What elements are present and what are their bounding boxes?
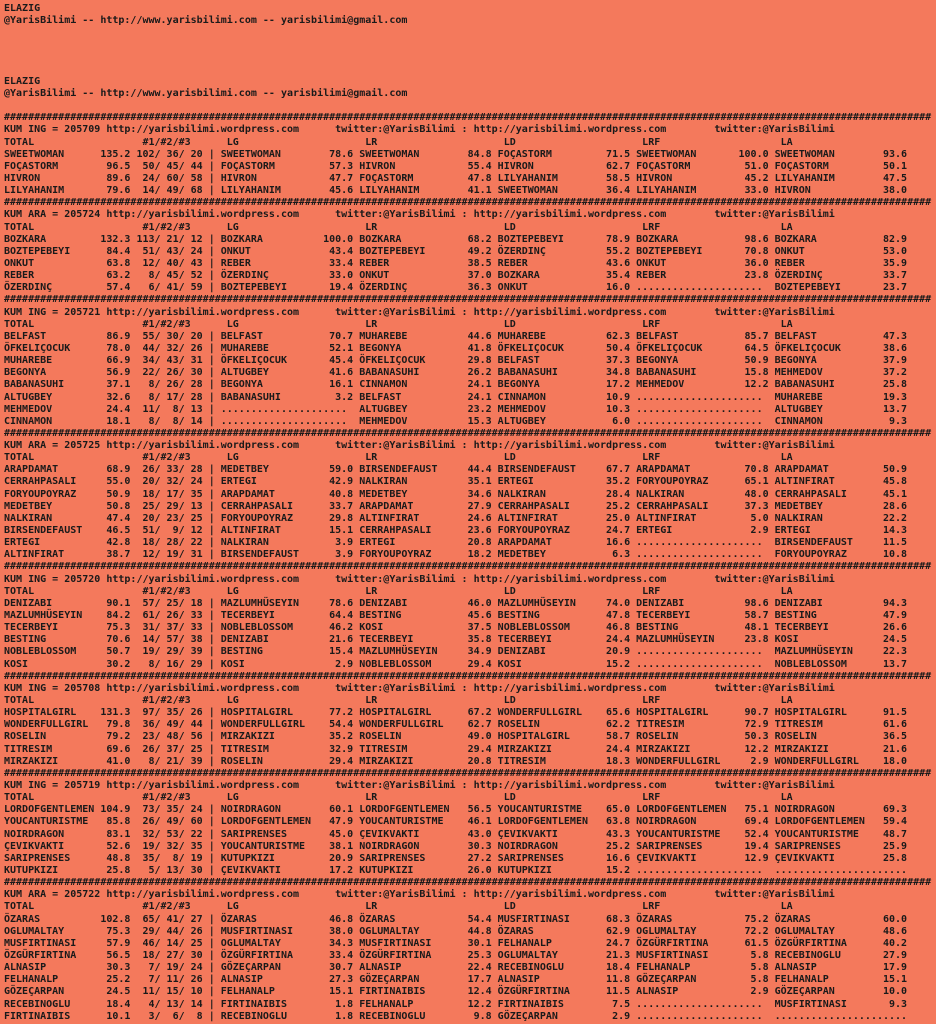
race-table-row: ONKUT 63.8 12/ 40/ 43 | REBER 33.4 REBER 38.5 REBER 43.6 ONKUT 36.0 REBER 35.9 (4, 257, 914, 269)
race-table-row: CERRAHPASALI 55.0 20/ 32/ 24 | ERTEGI 42.9 NALKIRAN 35.1 ERTEGI 35.2 FORYOUPOYRAZ 65.1 ALTINFIRAT 45.8 (4, 476, 914, 488)
race-block-title: KUM ING = 205719 http://yarisbilimi.wordpress.com twitter:@YarisBilimi : http://yarisbilimi.wordpress.com twitter:@YarisBilimi (4, 780, 835, 791)
race-table-row: ÖZERDINÇ 57.4 6/ 41/ 59 | BOZTEPEBEYI 19.4 ÖZERDINÇ 36.3 ONKUT 16.0 ..................... BOZTEPEBEYI 23.7 (4, 282, 914, 294)
separator-line: ########################################################################################################################################################## (4, 427, 932, 439)
race-table-row: ROSELIN 79.2 23/ 48/ 56 | MIRZAKIZI 35.2 ROSELIN 49.0 HOSPITALGIRL 58.7 ROSELIN 50.3 ROSELIN 36.5 (4, 731, 914, 743)
separator-line: ########################################################################################################################################################## (4, 294, 932, 306)
race-table-row: MUSFIRTINASI 57.9 46/ 14/ 25 | OGLUMALTAY 34.3 MUSFIRTINASI 30.1 FELHANALP 24.7 ÖZGÜRFIRTINA 61.5 ÖZGÜRFIRTINA 40.2 (4, 937, 914, 949)
race-table-row: CINNAMON 18.1 8/ 8/ 14 | ..................... MEHMEDOV 15.3 ALTUGBEY 6.0 ..................... CINNAMON 9.3 (4, 415, 914, 427)
blank-line (4, 27, 936, 39)
race-table-header: TOTAL #1/#2/#3 LG LR LD LRF LA (4, 585, 793, 597)
race-table-row: KOSI 30.2 8/ 16/ 29 | KOSI 2.9 NOBLEBLOSSOM 29.4 KOSI 15.2 ..................... NOBLEBLOSSOM 13.7 (4, 658, 914, 670)
race-table-row: NOIRDRAGON 83.1 32/ 53/ 22 | SARIPRENSES 45.0 ÇEVIKVAKTI 43.0 ÇEVIKVAKTI 43.3 YOUCANTURISTME 52.4 YOUCANTURISTME 48.7 (4, 828, 914, 840)
race-table-row: LILYAHANIM 79.6 14/ 49/ 68 | LILYAHANIM 45.6 LILYAHANIM 41.1 SWEETWOMAN 36.4 LILYAHANIM 33.0 HIVRON 38.0 (4, 185, 914, 197)
race-table-row: ALTUGBEY 32.6 8/ 17/ 28 | BABANASUHI 3.2 BELFAST 24.1 CINNAMON 10.9 ..................... MUHAREBE 19.3 (4, 391, 914, 403)
race-table-row: FOÇASTORM 96.5 50/ 45/ 44 | FOÇASTORM 57.3 HIVRON 55.4 HIVRON 62.7 FOÇASTORM 51.0 FOÇASTORM 50.1 (4, 160, 914, 172)
masthead-location: ELAZIG (4, 75, 41, 87)
race-table-row: FELHANALP 25.2 7/ 11/ 26 | ALNASIP 27.3 GÖZEÇARPAN 17.7 ALNASIP 11.8 GÖZEÇARPAN 5.8 FELHANALP 15.1 (4, 974, 914, 986)
race-table-row: REBER 63.2 8/ 45/ 52 | ÖZERDINÇ 33.0 ONKUT 37.0 BOZKARA 35.4 REBER 23.8 ÖZERDINÇ 33.7 (4, 270, 914, 282)
race-table-row: FIRTINAIBIS 10.1 3/ 6/ 8 | RECEBINOGLU 1.8 RECEBINOGLU 9.8 GÖZEÇARPAN 2.9 ..................... ...................... (4, 1010, 908, 1022)
race-table-row: BOZTEPEBEYI 84.4 51/ 43/ 24 | ONKUT 43.4 BOZTEPEBEYI 49.2 ÖZERDINÇ 55.2 BOZTEPEBEYI 70.8 ONKUT 53.0 (4, 245, 914, 257)
race-table-row: ÇEVIKVAKTI 52.6 19/ 32/ 35 | YOUCANTURISTME 38.1 NOIRDRAGON 30.3 NOIRDRAGON 25.2 SARIPRENSES 19.4 SARIPRENSES 25.9 (4, 840, 914, 852)
race-table-row: DENIZABI 90.1 57/ 25/ 18 | MAZLUMHÜSEYIN 78.6 DENIZABI 46.0 MAZLUMHÜSEYIN 74.0 DENIZABI 98.6 DENIZABI 94.3 (4, 597, 914, 609)
race-table-header: TOTAL #1/#2/#3 LG LR LD LRF LA (4, 221, 793, 233)
race-block-title: KUM ARA = 205722 http://yarisbilimi.wordpress.com twitter:@YarisBilimi : http://yarisbilimi.wordpress.com twitter:@YarisBilimi (4, 889, 835, 901)
race-block-title: KUM ING = 205709 http://yarisbilimi.wordpress.com twitter:@YarisBilimi : http://yarisbilimi.wordpress.com twitter:@YarisBilimi (4, 124, 835, 136)
separator-line: ########################################################################################################################################################## (4, 197, 932, 209)
race-table-row: LORDOFGENTLEMEN 104.9 73/ 35/ 24 | NOIRDRAGON 60.1 LORDOFGENTLEMEN 56.5 YOUCANTURISTME 65.0 LORDOFGENTLEMEN 75.1 NOIRDRAGON 69.3 (4, 804, 914, 816)
blank-line (4, 52, 936, 64)
separator-line: ########################################################################################################################################################## (4, 767, 932, 779)
race-table-row: BESTING 70.6 14/ 57/ 38 | DENIZABI 21.6 TECERBEYI 35.8 TECERBEYI 24.4 MAZLUMHÜSEYIN 23.8 KOSI 24.5 (4, 634, 914, 646)
blank-line (4, 100, 936, 112)
race-table-row: ÖZARAS 102.8 65/ 41/ 27 | ÖZARAS 46.8 ÖZARAS 54.4 MUSFIRTINASI 68.3 ÖZARAS 75.2 ÖZARAS 60.0 (4, 913, 914, 925)
race-table-row: RECEBINOGLU 18.4 4/ 13/ 14 | FIRTINAIBIS 1.8 FELHANALP 12.2 FIRTINAIBIS 7.5 ..................... MUSFIRTINASI 9.3 (4, 998, 914, 1010)
race-table-row: HIVRON 89.6 24/ 60/ 58 | HIVRON 47.7 FOÇASTORM 47.8 LILYAHANIM 58.5 HIVRON 45.2 LILYAHANIM 47.5 (4, 172, 914, 184)
race-block-title: KUM ING = 205721 http://yarisbilimi.wordpress.com twitter:@YarisBilimi : http://yarisbilimi.wordpress.com twitter:@YarisBilimi (4, 306, 835, 318)
race-table-header: TOTAL #1/#2/#3 LG LR LD LRF LA (4, 901, 793, 913)
race-table-row: ALTINFIRAT 38.7 12/ 19/ 31 | BIRSENDEFAUST 3.9 FORYOUPOYRAZ 18.2 MEDETBEY 6.3 ..................... FORYOUPOYRAZ 10.8 (4, 549, 914, 561)
race-table-row: ARAPDAMAT 68.9 26/ 33/ 28 | MEDETBEY 59.0 BIRSENDEFAUST 44.4 BIRSENDEFAUST 67.7 ARAPDAMAT 70.8 ARAPDAMAT 50.9 (4, 464, 914, 476)
race-table-header: TOTAL #1/#2/#3 LG LR LD LRF LA (4, 136, 793, 148)
race-table-row: ERTEGI 42.8 18/ 28/ 22 | NALKIRAN 3.9 ERTEGI 20.8 ARAPDAMAT 16.6 ..................... BIRSENDEFAUST 11.5 (4, 537, 914, 549)
race-block-title: KUM ING = 205708 http://yarisbilimi.wordpress.com twitter:@YarisBilimi : http://yarisbilimi.wordpress.com twitter:@YarisBilimi (4, 682, 835, 694)
race-table-row: BOZKARA 132.3 113/ 21/ 12 | BOZKARA 100.0 BOZKARA 68.2 BOZTEPEBEYI 78.9 BOZKARA 98.6 BOZKARA 82.9 (4, 233, 914, 245)
race-table-header: TOTAL #1/#2/#3 LG LR LD LRF LA (4, 792, 793, 804)
blank-line (4, 39, 936, 51)
race-table-row: MAZLUMHÜSEYIN 84.2 61/ 26/ 33 | TECERBEYI 64.4 BESTING 45.6 BESTING 47.8 TECERBEYI 58.7 BESTING 47.9 (4, 610, 914, 622)
separator-line: ########################################################################################################################################################## (4, 561, 932, 573)
race-block-title: KUM ING = 205720 http://yarisbilimi.wordpress.com twitter:@YarisBilimi : http://yarisbilimi.wordpress.com twitter:@YarisBilimi (4, 573, 835, 585)
race-table-row: FORYOUPOYRAZ 50.9 18/ 17/ 35 | ARAPDAMAT 40.8 MEDETBEY 34.6 NALKIRAN 28.4 NALKIRAN 48.0 CERRAHPASALI 45.1 (4, 488, 914, 500)
race-table-row: MEDETBEY 50.8 25/ 29/ 13 | CERRAHPASALI 33.7 ARAPDAMAT 27.9 CERRAHPASALI 25.2 CERRAHPASALI 37.3 MEDETBEY 28.6 (4, 500, 914, 512)
race-table-row: SWEETWOMAN 135.2 102/ 36/ 20 | SWEETWOMAN 78.6 SWEETWOMAN 84.8 FOÇASTORM 71.5 SWEETWOMAN 100.0 SWEETWOMAN 93.6 (4, 148, 914, 160)
blank-line (4, 64, 936, 76)
race-table-row: ÖZGÜRFIRTINA 56.5 18/ 27/ 30 | ÖZGÜRFIRTINA 33.4 ÖZGÜRFIRTINA 25.3 OGLUMALTAY 21.3 MUSFIRTINASI 5.8 RECEBINOGLU 27.9 (4, 949, 914, 961)
race-table-row: SARIPRENSES 48.8 35/ 8/ 19 | KUTUPKIZI 20.9 SARIPRENSES 27.2 SARIPRENSES 16.6 ÇEVIKVAKTI 12.9 ÇEVIKVAKTI 25.8 (4, 852, 914, 864)
race-block-title: KUM ARA = 205725 http://yarisbilimi.wordpress.com twitter:@YarisBilimi : http://yarisbilimi.wordpress.com twitter:@YarisBilimi (4, 440, 835, 452)
race-table-row: KUTUPKIZI 25.8 5/ 13/ 30 | ÇEVIKVAKTI 17.2 KUTUPKIZI 26.0 KUTUPKIZI 15.2 ..................... ...................... (4, 864, 908, 876)
race-table-row: BABANASUHI 37.1 8/ 26/ 28 | BEGONYA 16.1 CINNAMON 24.1 BEGONYA 17.2 MEHMEDOV 12.2 BABANASUHI 25.8 (4, 379, 914, 391)
race-table-row: MUHAREBE 66.9 34/ 43/ 31 | ÖFKELIÇOCUK 45.4 ÖFKELIÇOCUK 29.8 BELFAST 37.3 BEGONYA 50.9 BEGONYA 37.9 (4, 355, 914, 367)
race-table-row: NALKIRAN 47.4 20/ 23/ 25 | FORYOUPOYRAZ 29.8 ALTINFIRAT 24.6 ALTINFIRAT 25.0 ALTINFIRAT 5.0 NALKIRAN 22.2 (4, 512, 914, 524)
race-table-row: NOBLEBLOSSOM 50.7 19/ 29/ 39 | BESTING 15.4 MAZLUMHÜSEYIN 34.9 DENIZABI 20.9 ..................... MAZLUMHÜSEYIN 22.3 (4, 646, 914, 658)
race-table-row: WONDERFULLGIRL 79.8 36/ 49/ 44 | WONDERFULLGIRL 54.4 WONDERFULLGIRL 62.7 ROSELIN 62.2 TITRESIM 72.9 TITRESIM 61.6 (4, 719, 914, 731)
separator-line: ########################################################################################################################################################## (4, 670, 932, 682)
race-table-row: ÖFKELIÇOCUK 78.0 44/ 32/ 26 | MUHAREBE 52.1 BEGONYA 41.8 ÖFKELIÇOCUK 50.4 ÖFKELIÇOCUK 64.5 ÖFKELIÇOCUK 38.6 (4, 342, 914, 354)
race-table-row: MEHMEDOV 24.4 11/ 8/ 13 | ..................... ALTUGBEY 23.2 MEHMEDOV 10.3 ..................... ALTUGBEY 13.7 (4, 403, 914, 415)
race-table-header: TOTAL #1/#2/#3 LG LR LD LRF LA (4, 452, 793, 464)
race-table-row: GÖZEÇARPAN 24.5 11/ 15/ 10 | FELHANALP 15.1 FIRTINAIBIS 12.4 ÖZGÜRFIRTINA 11.5 ALNASIP 2.9 GÖZEÇARPAN 10.0 (4, 986, 914, 998)
race-table-row: YOUCANTURISTME 85.8 26/ 49/ 60 | LORDOFGENTLEMEN 47.9 YOUCANTURISTME 46.1 LORDOFGENTLEMEN 63.8 NOIRDRAGON 69.4 LORDOFGENTLEMEN 59.4 (4, 816, 914, 828)
race-table-header: TOTAL #1/#2/#3 LG LR LD LRF LA (4, 695, 793, 707)
race-table-row: MIRZAKIZI 41.0 8/ 21/ 39 | ROSELIN 29.4 MIRZAKIZI 20.8 TITRESIM 18.3 WONDERFULLGIRL 2.9 WONDERFULLGIRL 18.0 (4, 755, 914, 767)
race-table-row: OGLUMALTAY 75.3 29/ 44/ 26 | MUSFIRTINASI 38.0 OGLUMALTAY 44.8 ÖZARAS 62.9 OGLUMALTAY 72.2 OGLUMALTAY 48.6 (4, 925, 914, 937)
race-table-header: TOTAL #1/#2/#3 LG LR LD LRF LA (4, 318, 793, 330)
race-table-row: ALNASIP 30.3 7/ 19/ 24 | GÖZEÇARPAN 30.7 ALNASIP 22.4 RECEBINOGLU 18.4 FELHANALP 5.8 ALNASIP 17.9 (4, 962, 914, 974)
separator-line: ########################################################################################################################################################## (4, 112, 932, 124)
race-table-row: BIRSENDEFAUST 46.5 51/ 9/ 12 | ALTINFIRAT 15.1 CERRAHPASALI 23.6 FORYOUPOYRAZ 24.7 ERTEGI 2.9 ERTEGI 14.3 (4, 525, 914, 537)
separator-line: ########################################################################################################################################################## (4, 877, 932, 889)
race-table-row: TITRESIM 69.6 26/ 37/ 25 | TITRESIM 32.9 TITRESIM 29.4 MIRZAKIZI 24.4 MIRZAKIZI 12.2 MIRZAKIZI 21.6 (4, 743, 914, 755)
masthead-location: ELAZIG (4, 3, 41, 14)
race-block-title: KUM ARA = 205724 http://yarisbilimi.wordpress.com twitter:@YarisBilimi : http://yarisbilimi.wordpress.com twitter:@YarisBilimi (4, 209, 835, 221)
race-table-row: HOSPITALGIRL 131.3 97/ 35/ 26 | HOSPITALGIRL 77.2 HOSPITALGIRL 67.2 WONDERFULLGIRL 65.6 HOSPITALGIRL 90.7 HOSPITALGIRL 91.5 (4, 707, 914, 719)
race-table-row: BEGONYA 56.9 22/ 26/ 30 | ALTUGBEY 41.6 BABANASUHI 26.2 BABANASUHI 34.8 BABANASUHI 15.8 MEHMEDOV 37.2 (4, 367, 914, 379)
race-table-row: BELFAST 86.9 55/ 30/ 20 | BELFAST 70.7 MUHAREBE 44.6 MUHAREBE 62.3 BELFAST 85.7 BELFAST 47.3 (4, 330, 914, 342)
race-table-row: TECERBEYI 75.3 31/ 37/ 33 | NOBLEBLOSSOM 46.2 KOSI 37.5 NOBLEBLOSSOM 46.8 BESTING 48.1 TECERBEYI 26.6 (4, 622, 914, 634)
masthead-contact: @YarisBilimi -- http://www.yarisbilimi.com -- yarisbilimi@gmail.com (4, 87, 408, 99)
masthead-contact: @YarisBilimi -- http://www.yarisbilimi.com -- yarisbilimi@gmail.com (4, 15, 408, 27)
